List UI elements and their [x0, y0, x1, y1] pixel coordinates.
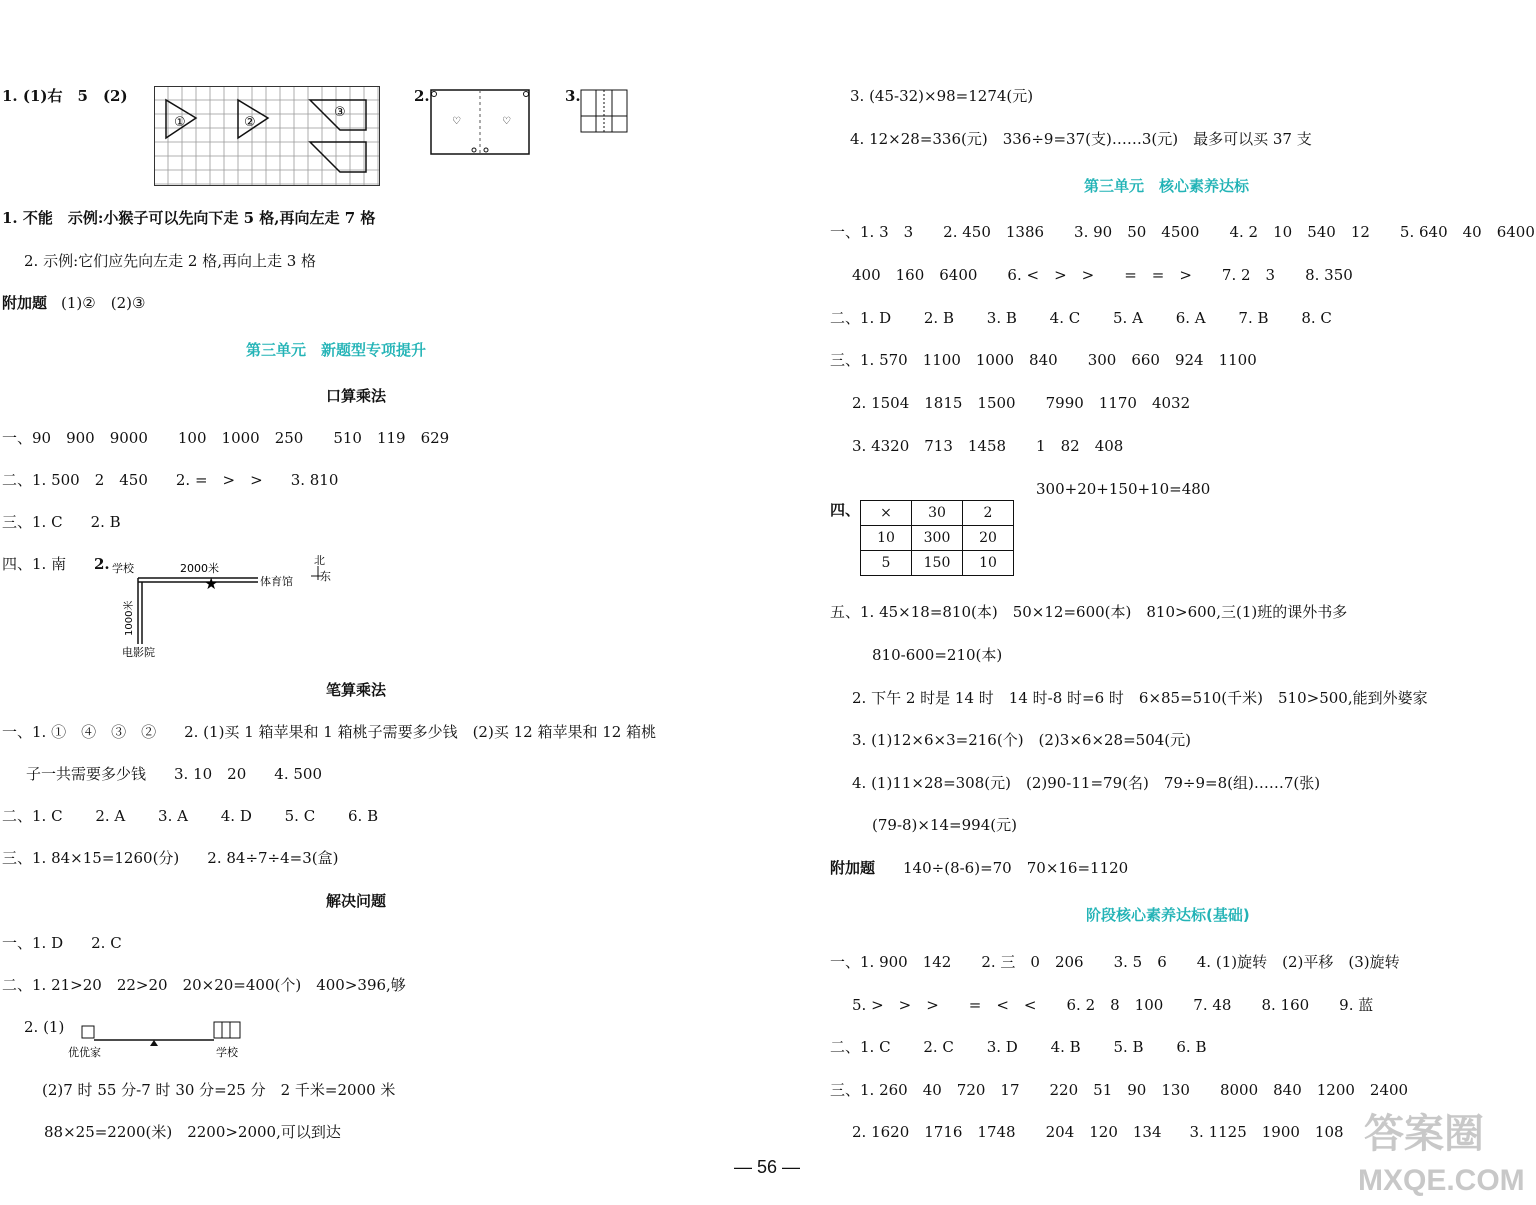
- sec1-r3-8: 8. C: [1301, 309, 1332, 327]
- sec1-row4: 三、1. 570 1100 1000 840 300 660 924 1100: [830, 351, 1257, 369]
- bonus-1-label: 附加题: [2, 294, 48, 312]
- bonus-2-text: 140÷(8-6)=70 70×16=1120: [903, 859, 1129, 877]
- table-cell: 10: [861, 526, 912, 551]
- map-dist-v: 1000米: [124, 600, 135, 636]
- sec2-row5: [852, 1122, 1344, 1142]
- bisuan-r1a: 一、1. ① ④ ③ ②: [2, 723, 157, 741]
- table-cell: 5: [861, 551, 912, 576]
- q7-line1: 1. 不能 示例:小猴子可以先向下走 5 格,再向左走 7 格: [2, 209, 376, 227]
- bisuan-r1b: 2. (1)买 1 箱苹果和 1 箱桃子需要多少钱 (2)买 12 箱苹果和 12 箱桃: [184, 723, 657, 741]
- bisuan-r1e: 4. 500: [274, 765, 322, 783]
- sec2-r3-1: 二、1. C: [830, 1038, 891, 1056]
- sec1-r3-6: 6. A: [1175, 309, 1206, 327]
- bisuan-r3b: 2. 84÷7÷4=3(盒): [207, 849, 339, 867]
- table-row: [861, 501, 1014, 526]
- jiejue-row3: 2. (1): [24, 1018, 65, 1036]
- table-cell: ×: [861, 501, 912, 526]
- koosuan-row4a: 四、1. 南: [2, 555, 67, 573]
- sec1-row11: 2. 下午 2 时是 14 时 14 时-8 时=6 时 6×85=510(千米) 510>500,能到外婆家: [852, 689, 1428, 707]
- bonus-1: [2, 293, 145, 313]
- sec2-r5a: 2. 1620 1716 1748 204 120 134: [852, 1123, 1162, 1141]
- bisuan-r1c: 子一共需要多少钱: [26, 765, 147, 783]
- symmetry-figure: [428, 86, 532, 158]
- sec2-r3-6: 6. B: [1176, 1038, 1207, 1056]
- q6-line: 1. (1)右 5 (2): [2, 87, 128, 105]
- bisuan-row2: [2, 806, 378, 826]
- koosuan-row2: [2, 470, 338, 490]
- koosuan-row3: [2, 512, 121, 532]
- bisuan-r2-2: 2. A: [95, 807, 126, 825]
- q6-2-label: 2.: [414, 87, 430, 105]
- koosuan-r2c: 3. 810: [290, 471, 339, 489]
- sec2-r3-5: 5. B: [1113, 1038, 1144, 1056]
- sec1-row5: 2. 1504 1815 1500 7990 1170 4032: [852, 394, 1191, 412]
- sec1-r3-2: 2. B: [923, 309, 954, 327]
- map-north: 北: [314, 554, 325, 567]
- right-top-line1: 3. (45-32)×98=1274(元): [850, 87, 1034, 105]
- shape-3-label: ③: [334, 105, 346, 120]
- jiejue-r1a: 一、1. D: [2, 934, 64, 952]
- table-cell: 150: [912, 551, 963, 576]
- jiejue-row5: 88×25=2200(米) 2200>2000,可以到达: [44, 1123, 341, 1141]
- map-gym: 体育馆: [260, 575, 293, 588]
- bisuan-r3a: 三、1. 84×15=1260(分): [2, 849, 180, 867]
- bisuan-r2-5: 5. C: [284, 807, 316, 825]
- koosuan-row4b: 2.: [94, 555, 110, 573]
- right-top-line2: 4. 12×28=336(元) 336÷9=37(支)……3(元) 最多可以买 37 支: [850, 130, 1312, 148]
- sec1-r3-3: 3. B: [986, 309, 1017, 327]
- shape-2-label: ②: [244, 115, 256, 130]
- sec1-row6: 3. 4320 713 1458 1 82 408: [852, 437, 1124, 455]
- bisuan-r1d: 3. 10 20: [174, 765, 247, 783]
- sec1-row1: 一、1. 3 3 2. 450 1386 3. 90 50 4500 4. 2 10 540 12 5. 640 40 6400: [830, 223, 1535, 241]
- sec1-row7: 300+20+150+10=480: [1036, 480, 1211, 498]
- jiejue-r1b: 2. C: [91, 934, 122, 952]
- section-title-left: 第三单元 新题型专项提升: [246, 341, 427, 359]
- grid-figure: [154, 86, 382, 188]
- bonus-2: [830, 858, 1128, 878]
- map-east: 东: [320, 570, 331, 583]
- bonus-1-text: (1)② (2)③: [61, 294, 146, 312]
- sec2-r3-3: 3. D: [986, 1038, 1018, 1056]
- shape-1-label: ①: [174, 115, 186, 130]
- koosuan-r2b: 2. = > >: [175, 471, 263, 489]
- route-school: 学校: [216, 1046, 238, 1059]
- watermark-url: MXQE.COM: [1358, 1164, 1525, 1197]
- page-number: — 56 —: [734, 1157, 801, 1177]
- sec1-r3-4: 4. C: [1049, 309, 1081, 327]
- route-home: 优优家: [68, 1046, 101, 1059]
- q7-line2: 2. 示例:它们应先向左走 2 格,再向上走 3 格: [24, 252, 317, 270]
- section-title-right-2: 阶段核心素养达标(基础): [1086, 906, 1250, 924]
- sec1-row8: 四、: [830, 501, 861, 519]
- sec1-row10: 810-600=210(本): [872, 646, 1003, 664]
- jiejue-row1: [2, 933, 122, 953]
- section-title-right-1: 第三单元 核心素养达标: [1084, 177, 1250, 195]
- bisuan-row3: [2, 848, 339, 868]
- route-figure: [64, 1016, 254, 1060]
- sec2-row1: 一、1. 900 142 2. 三 0 206 3. 5 6 4. (1)旋转 (2)平移 (3)旋转: [830, 953, 1400, 971]
- sec1-r3-5: 5. A: [1113, 309, 1143, 327]
- map-figure: [108, 552, 358, 664]
- sec1-r3-1: 二、1. D: [830, 309, 892, 327]
- sec2-row3: [830, 1037, 1206, 1057]
- map-school: 学校: [112, 562, 134, 575]
- view-figure: [578, 88, 630, 136]
- jiejue-row4: (2)7 时 55 分-7 时 30 分=25 分 2 千米=2000 米: [42, 1081, 396, 1099]
- jiejue-row2: 二、1. 21>20 22>20 20×20=400(个) 400>396,够: [2, 976, 406, 994]
- sec1-row14: (79-8)×14=994(元): [872, 816, 1017, 834]
- map-cinema: 电影院: [122, 646, 155, 659]
- jiejue-title: 解决问题: [326, 892, 387, 910]
- watermark-logo: 答案圈: [1364, 1112, 1484, 1156]
- table-cell: 20: [963, 526, 1014, 551]
- sec1-row2: 400 160 6400 6. < > > = = > 7. 2 3 8. 350: [852, 266, 1353, 284]
- sec1-row13: 4. (1)11×28=308(元) (2)90-11=79(名) 79÷9=8(组)……7(张): [852, 774, 1321, 792]
- map-dist-h: 2000米: [180, 562, 219, 575]
- sec1-r3-7: 7. B: [1238, 309, 1269, 327]
- svg-text:♡: ♡: [452, 116, 461, 127]
- svg-text:★: ★: [204, 574, 219, 593]
- sec2-row4: 三、1. 260 40 720 17 220 51 90 130 8000 840 1200 2400: [830, 1081, 1409, 1099]
- bisuan-row1-cont: [26, 764, 322, 784]
- koosuan-r2a: 二、1. 500 2 450: [2, 471, 148, 489]
- q6-3-label: 3.: [565, 87, 581, 105]
- bisuan-r2-4: 4. D: [220, 807, 252, 825]
- sec2-r3-2: 2. C: [923, 1038, 954, 1056]
- multiplication-table: [860, 500, 1014, 576]
- table-cell: 10: [963, 551, 1014, 576]
- table-cell: 2: [963, 501, 1014, 526]
- table-row: [861, 551, 1014, 576]
- sec1-row3: [830, 308, 1332, 328]
- sec2-row2: 5. > > > = < < 6. 2 8 100 7. 48 8. 160 9. 蓝: [852, 996, 1374, 1014]
- sec2-r5b: 3. 1125 1900 108: [1189, 1123, 1344, 1141]
- koosuan-row1: 一、90 900 9000 100 1000 250 510 119 629: [2, 429, 450, 447]
- bisuan-r2-3: 3. A: [158, 807, 188, 825]
- bisuan-r2-1: 二、1. C: [2, 807, 63, 825]
- svg-text:♡: ♡: [502, 116, 511, 127]
- table-cell: 300: [912, 526, 963, 551]
- koosuan-r3a: 三、1. C: [2, 513, 63, 531]
- table-row: [861, 526, 1014, 551]
- sec1-row9: 五、1. 45×18=810(本) 50×12=600(本) 810>600,三(1)班的课外书多: [830, 603, 1348, 621]
- bisuan-r2-6: 6. B: [347, 807, 379, 825]
- bisuan-row1: [2, 722, 656, 742]
- koosuan-title: 口算乘法: [326, 387, 387, 405]
- koosuan-r3b: 2. B: [90, 513, 121, 531]
- table-cell: 30: [912, 501, 963, 526]
- bisuan-title: 笔算乘法: [326, 681, 387, 699]
- bonus-2-label: 附加题: [830, 859, 876, 877]
- sec2-r3-4: 4. B: [1050, 1038, 1081, 1056]
- sec1-row12: 3. (1)12×6×3=216(个) (2)3×6×28=504(元): [852, 731, 1192, 749]
